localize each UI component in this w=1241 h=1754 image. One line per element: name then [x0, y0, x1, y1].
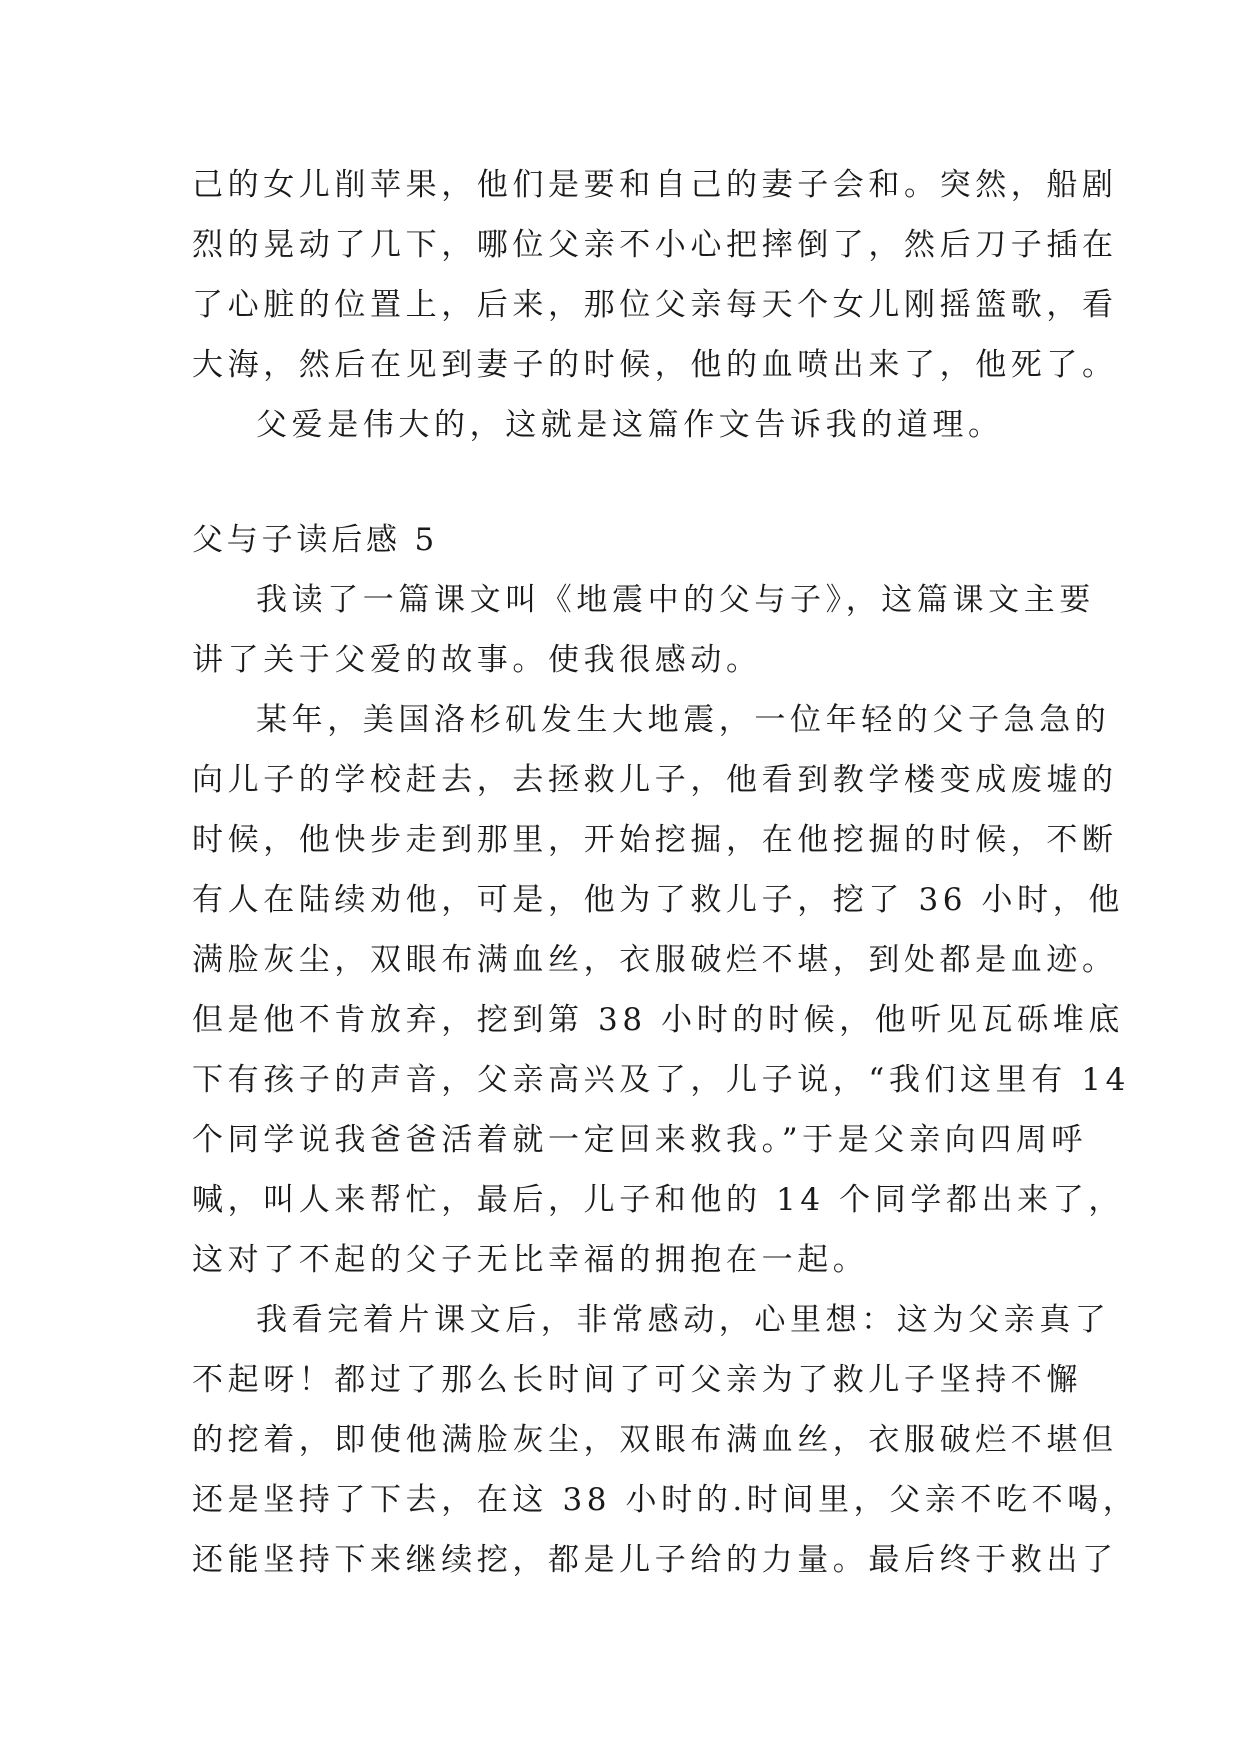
text-line: 下有孩子的声音，父亲高兴及了，儿子说，“我们这里有 14: [192, 1062, 1130, 1098]
conclusion-line: 父爱是伟大的，这就是这篇作文告诉我的道理。: [256, 407, 1004, 443]
text-line: 还能坚持下来继续挖，都是儿子给的力量。最后终于救出了: [192, 1542, 1118, 1578]
text-line: 这对了不起的父子无比幸福的拥抱在一起。: [192, 1242, 869, 1278]
text-line: 但是他不肯放弃，挖到第 38 小时的时候，他听见瓦砾堆底: [192, 1002, 1124, 1038]
text-line: 某年，美国洛杉矶发生大地震，一位年轻的父子急急的: [256, 702, 1111, 738]
paragraph-2: [192, 690, 1130, 1290]
paragraph-1: [192, 570, 1095, 690]
text-line: 有人在陆续劝他，可是，他为了救儿子，挖了 36 小时，他: [192, 882, 1124, 918]
text-line: 了心脏的位置上，后来，那位父亲每天个女儿刚摇篮歌，看: [192, 287, 1118, 323]
text-line: 向儿子的学校赶去，去拯救儿子，他看到教学楼变成废墟的: [192, 762, 1118, 798]
document-body: [192, 155, 1139, 1590]
paragraph-3: [192, 1290, 1139, 1590]
text-line: 还是坚持了下去，在这 38 小时的.时间里，父亲不吃不喝，: [192, 1482, 1139, 1518]
text-line: 的挖着，即使他满脸灰尘，双眼布满血丝，衣服破烂不堪但: [192, 1422, 1118, 1458]
text-line: 己的女儿削苹果，他们是要和自己的妻子会和。突然，船剧: [192, 167, 1118, 203]
text-line: 我读了一篇课文叫《地震中的父与子》，这篇课文主要: [256, 582, 1095, 618]
text-line: 烈的晃动了几下，哪位父亲不小心把摔倒了，然后刀子插在: [192, 227, 1118, 263]
text-line: 不起呀！都过了那么长时间了可父亲为了救儿子坚持不懈: [192, 1362, 1082, 1398]
section-spacer: [192, 455, 1062, 510]
text-line: 喊，叫人来帮忙，最后，儿子和他的 14 个同学都出来了，: [192, 1182, 1124, 1218]
section-title: 父与子读后感 5: [192, 522, 438, 558]
text-line: 时候，他快步走到那里，开始挖掘，在他挖掘的时候，不断: [192, 822, 1118, 858]
text-line: 大海，然后在见到妻子的时候，他的血喷出来了，他死了。: [192, 347, 1118, 383]
text-line: 我看完着片课文后，非常感动，心里想：这为父亲真了: [256, 1302, 1111, 1338]
text-line: 讲了关于父爱的故事。使我很感动。: [192, 642, 762, 678]
text-line: 满脸灰尘，双眼布满血丝，衣服破烂不堪，到处都是血迹。: [192, 942, 1118, 978]
top-paragraph: [192, 155, 1118, 395]
text-line: 个同学说我爸爸活着就一定回来救我。”于是父亲向四周呼: [192, 1122, 1087, 1158]
